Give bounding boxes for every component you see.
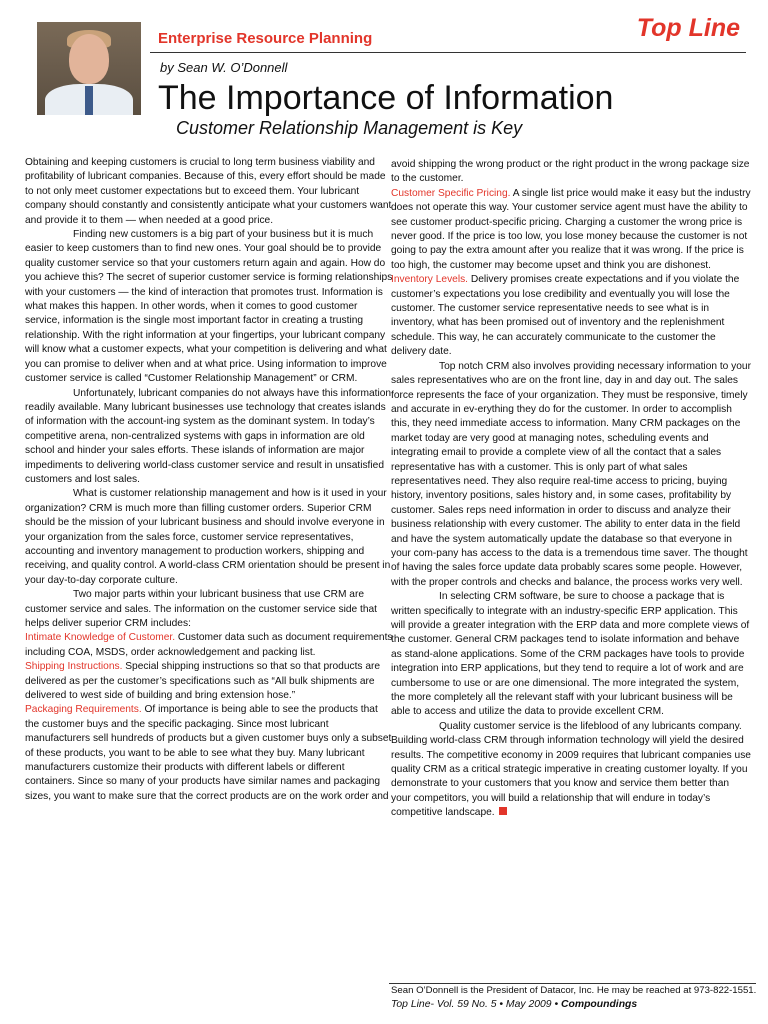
subhead-text: Delivery promises create expectations and if you violate the customer’s expectations you lose credibility and eventually you will lose the customer. The customer service representative needs to see what is in inventory, what has been promised out of inventory and the replenishment schedule. This way, he can accurately communicate to the customer the delivery date.	[391, 274, 740, 358]
subhead-paragraph	[391, 187, 751, 273]
subhead-paragraph	[25, 631, 393, 660]
subhead: Intimate Knowledge of Customer.	[25, 632, 176, 644]
subhead: Packaging Requirements.	[25, 704, 142, 716]
subhead-text: Customer data such as document requirements including COA, MSDS, order acknowledgement and packing list.	[25, 632, 393, 658]
section-label: Enterprise Resource Planning	[158, 30, 373, 47]
paragraph: Finding new customers is a big part of your business but it is much easier to keep customers than to find new ones. Your goal should be to provide quality customer service so that your customers return again and again. How do you achieve this? The secret of superior customer service is forming relationships with your customers — the kind of interaction that promotes trust. Information is what makes this happen. In other words, when it comes to good customer service, information is the single most important factor in creating a trusting relationship. With the right information at your fingertips, your lubricant company will know what a customer expects, what your competition is delivering and what you can promise to deliver when and at what price. Using information to improve customer service is called “Customer Relationship Management” or CRM.	[25, 229, 393, 385]
header-rule	[150, 52, 746, 53]
paragraph: Two major parts within your lubricant business that use CRM are customer service and sales. The information on the customer service side that helps deliver superior CRM includes:	[25, 589, 378, 629]
author-note: Sean O’Donnell is the President of Datacor, Inc. He may be reached at 973-822-1551.	[391, 985, 757, 996]
subhead-text: A single list price would make it easy but the industry does not operate this way. Your customer service agent must have the ability to see customer product-specific pricing. Charging a customer the wrong price is never good. If the price is too low, you lose money because the customer is not going to pay the extra amount after you realize that it was wrong. If the price is too high, the customer may become upset and think you are dishonest.	[391, 187, 751, 271]
subhead-paragraph	[25, 703, 393, 804]
subhead: Customer Specific Pricing.	[391, 187, 511, 199]
paragraph: Obtaining and keeping customers is crucial to long term business viability and profitability of lubricant companies. Because of this, every effort should be made to not only meet customer expectations but to exceed them. Your lubricant company should constantly and consistently anticipate what your customers want and provide it to them — when needed at a good price.	[25, 157, 392, 226]
article-title: The Importance of Information	[158, 79, 614, 117]
right-column	[391, 158, 751, 821]
publication-name: Compoundings	[560, 999, 638, 1010]
paragraph: What is customer relationship management and how is it used in your organization? CRM is much more than filling customer orders. Superior CRM should be the mission of your lubricant business and should involve everyone in your organization from the sales force, customer service representatives, accounting and inventory management to production workers, shipping and receiving, and quality control. A world-class CRM orientation should be present in your day-to-day corporate culture.	[25, 488, 391, 586]
paragraph-text: Quality customer service is the lifeblood of any lubricants company. Building world-class CRM through information technology will yield the desired results. The competitive economy in 2009 requires that lubricant companies use quality CRM as a critical strategic imperative in creating customer loyalty. If you demonstrate to your customers that you know and service them better than your competitors, you will build a relationship that will endure in today’s competitive landscape.	[391, 720, 751, 819]
paragraph: Top notch CRM also involves providing necessary information to your sales representatives who are on the front line, day in and day out. The sales force represents the face of your organization. They must be responsive, timely and accurate in ev-erything they do for the customer. In order to accomplish this, they need immediate access to information. Many CRM packages on the market today are very good at managing notes, scheduling events and integrating email to provide a complete view of all the contact that a sales representative has with a customer. This is only part of what sales representatives need. They also require real-time access to pricing, buying history, inventory positions, sales history and, in some cases, profitability by customer. Sales reps need information in order to discuss and analyze their business relationship with every customer. The ability to enter data in the field and have the system automatically update the database so that everyone in your com-pany has access to the data is a tremendous time saver. The thought of having the sales force update data probably scares some people. However, with the proper controls and checks and balance, the process works very well.	[391, 360, 751, 588]
issue-prefix: Top Line	[391, 999, 431, 1010]
end-of-article-mark	[499, 807, 507, 815]
subhead: Shipping Instructions.	[25, 661, 123, 673]
column-name: Top Line	[636, 14, 740, 42]
subhead-text: Special shipping instructions so that so that products are delivered as per the customer’s specifications such as “All bulk shipments are delivered to west side of building and bring extension hose.”	[25, 661, 381, 702]
footer-rule	[389, 983, 756, 984]
issue-info	[391, 999, 637, 1010]
subhead-text: Of importance is being able to see the products that the customer buys and the specific packaging. Since most lubricant manufacturers sell hundreds of products but a given customer buys only a subset of these products, you want to be able to see what they buy. Many lubricant manufacturers customize their products with different labels or different containers. Since so many of your products have similar names and packaging sizes, you want to make sure that the correct products are on the work order and	[25, 704, 392, 802]
subhead: Inventory Levels.	[391, 274, 469, 286]
paragraph: Unfortunately, lubricant companies do not always have this information readily available. Many lubricant businesses use technology that creates islands of information with the account-ing system as the dominant system. In today’s competitive arena, non-centralized systems with gaps in information are old school and hinder your sales efforts. These islands of information are major impediments to delivering world-class customer service and result in unsatisfied customers and lost sales.	[25, 387, 392, 485]
subhead-paragraph	[391, 273, 751, 359]
article-subtitle: Customer Relationship Management is Key	[176, 118, 523, 138]
paragraph: In selecting CRM software, be sure to choose a package that is written specifically to integrate with an industry-specific ERP application. This will provide a greater integration with the ERP data and more complete views of the customer. General CRM packages tend to isolate information and behave as stand-alone applications. Some of the CRM packages have tools to provide integration into ERP applications, but they tend to require a lot of work and are cumbersome to use or are one dimensional. The more integrated the system, the more completely all the relevant staff with your lubricant business will be able to access and utilize the data to provide excellent CRM.	[391, 591, 750, 718]
author-photo-tie	[85, 86, 93, 115]
subhead-paragraph	[25, 660, 393, 703]
author-photo	[37, 22, 141, 115]
paragraph: avoid shipping the wrong product or the right product in the wrong package size to the customer.	[391, 159, 750, 185]
paragraph	[391, 720, 751, 821]
byline: by Sean W. O’Donnell	[160, 60, 288, 75]
left-column	[25, 156, 393, 804]
author-photo-face	[69, 34, 109, 84]
issue-details: - Vol. 59 No. 5 • May 2009 •	[430, 999, 561, 1010]
